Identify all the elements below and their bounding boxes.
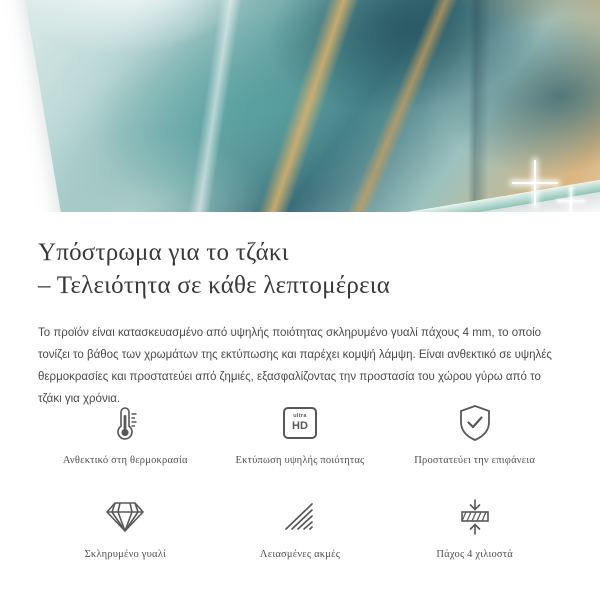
feature-grid (38, 400, 562, 562)
feature-label: Προστατεύει την επιφάνεια (414, 455, 536, 466)
thickness-arrows-icon (452, 494, 498, 540)
description-paragraph: Το προϊόν είναι κατασκευασμένο από υψηλής ποιότητας σκληρυμένο γυαλί πάχους 4 mm, το οποίο τονίζει το βάθος των χρωμάτων της εκτύπωσης και παρέχει κομψή λάμψη. Είναι ανθεκτικό σε υψηλές θερμοκρασίες και προστατεύει από ζημιές, εξασφαλίζοντας την προστασία του χώρου γύρω από το τζάκι για χρόνια. (38, 327, 552, 405)
feature-item (387, 400, 562, 468)
feature-label: Πάχος 4 χιλιοστά (436, 549, 513, 560)
ultra-hd-badge-icon (277, 400, 323, 446)
page-title (38, 236, 562, 302)
feature-item (38, 494, 213, 562)
smooth-edges-icon (277, 494, 323, 540)
feature-label: Λειασμένες ακμές (259, 549, 341, 560)
glass-panel (13, 0, 600, 212)
shield-check-icon (452, 400, 498, 446)
page-title-line-2: – Τελειότητα σε κάθε λεπτομέρεια (38, 272, 391, 299)
feature-item (213, 494, 388, 562)
text-content (0, 212, 600, 410)
feature-item (213, 400, 388, 468)
badge-top-text: ultra (293, 413, 307, 420)
page-title-line-1: Υπόστρωμα για το τζάκι (38, 239, 289, 266)
abstract-art-print (13, 0, 600, 212)
feature-item (387, 494, 562, 562)
diamond-icon (102, 494, 148, 540)
feature-item (38, 400, 213, 468)
feature-label: Σκληρυμένο γυαλί (84, 549, 167, 560)
hero-image (0, 0, 600, 212)
feature-label: Ανθεκτικό στη θερμοκρασία (62, 455, 188, 466)
thermometer-icon (102, 400, 148, 446)
badge-bottom-text: HD (292, 419, 308, 432)
feature-label: Εκτύπωση υψηλής ποιότητας (235, 455, 365, 466)
